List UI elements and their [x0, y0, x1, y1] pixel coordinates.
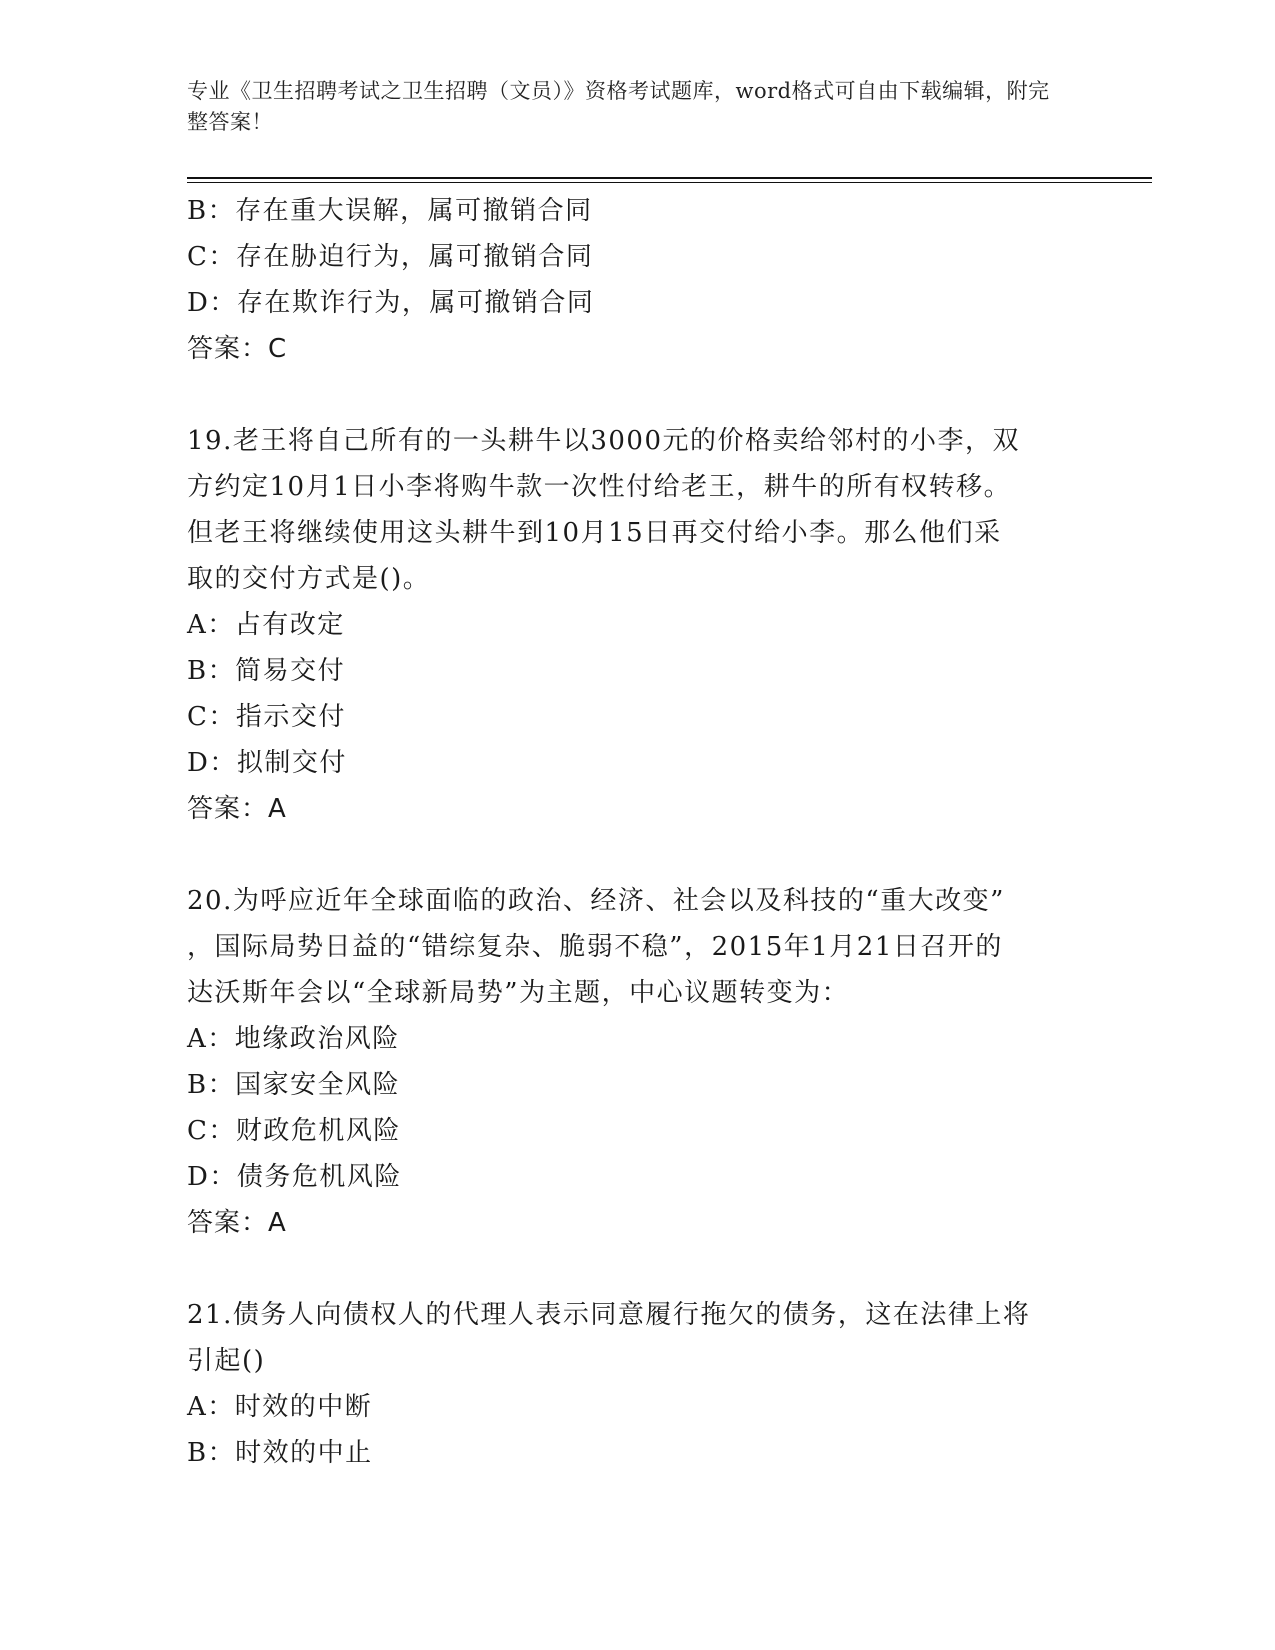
answer: 答案：C [187, 334, 288, 364]
question-stem-line: 20.为呼应近年全球面临的政治、经济、社会以及科技的“重大改变” [187, 886, 1005, 916]
option-c: C：财政危机风险 [187, 1116, 401, 1146]
option-c: C：存在胁迫行为，属可撤销合同 [187, 242, 594, 272]
header-divider-thin [187, 182, 1152, 183]
option-b: B：时效的中止 [187, 1438, 373, 1468]
question-18-continuation [187, 188, 1087, 372]
option-d: D：存在欺诈行为，属可撤销合同 [187, 288, 595, 318]
document-body [187, 188, 1087, 1476]
option-a: A：占有改定 [187, 610, 345, 640]
question-21 [187, 1292, 1087, 1476]
spacer [187, 832, 1087, 878]
question-19 [187, 418, 1087, 832]
answer: 答案：A [187, 794, 287, 824]
spacer [187, 1246, 1087, 1292]
option-b: B：简易交付 [187, 656, 346, 686]
spacer [187, 372, 1087, 418]
option-a: A：时效的中断 [187, 1392, 373, 1422]
document-header: 专业《卫生招聘考试之卫生招聘（文员）》资格考试题库，word格式可自由下载编辑，附完整答案！ [187, 79, 1050, 134]
question-stem-line: 19.老王将自己所有的一头耕牛以3000元的价格卖给邻村的小李，双 [187, 426, 1021, 456]
answer: 答案：A [187, 1208, 287, 1238]
question-stem-line: 引起() [187, 1346, 266, 1376]
option-a: A：地缘政治风险 [187, 1024, 400, 1054]
question-stem-line: 但老王将继续使用这头耕牛到10月15日再交付给小李。那么他们采 [187, 518, 1002, 548]
question-stem-line: 达沃斯年会以“全球新局势”为主题，中心议题转变为： [187, 978, 850, 1008]
question-stem-line: 取的交付方式是()。 [187, 564, 431, 594]
header-divider [187, 177, 1152, 179]
question-stem-line: ，国际局势日益的“错综复杂、脆弱不稳”，2015年1月21日召开的 [187, 932, 1003, 962]
option-d: D：债务危机风险 [187, 1162, 402, 1192]
option-b: B：存在重大误解，属可撤销合同 [187, 196, 593, 226]
option-c: C：指示交付 [187, 702, 346, 732]
question-stem-line: 方约定10月1日小李将购牛款一次性付给老王，耕牛的所有权转移。 [187, 472, 1012, 502]
question-stem-line: 21.债务人向债权人的代理人表示同意履行拖欠的债务，这在法律上将 [187, 1300, 1031, 1330]
question-20 [187, 878, 1087, 1246]
option-b: B：国家安全风险 [187, 1070, 401, 1100]
option-d: D：拟制交付 [187, 748, 347, 778]
